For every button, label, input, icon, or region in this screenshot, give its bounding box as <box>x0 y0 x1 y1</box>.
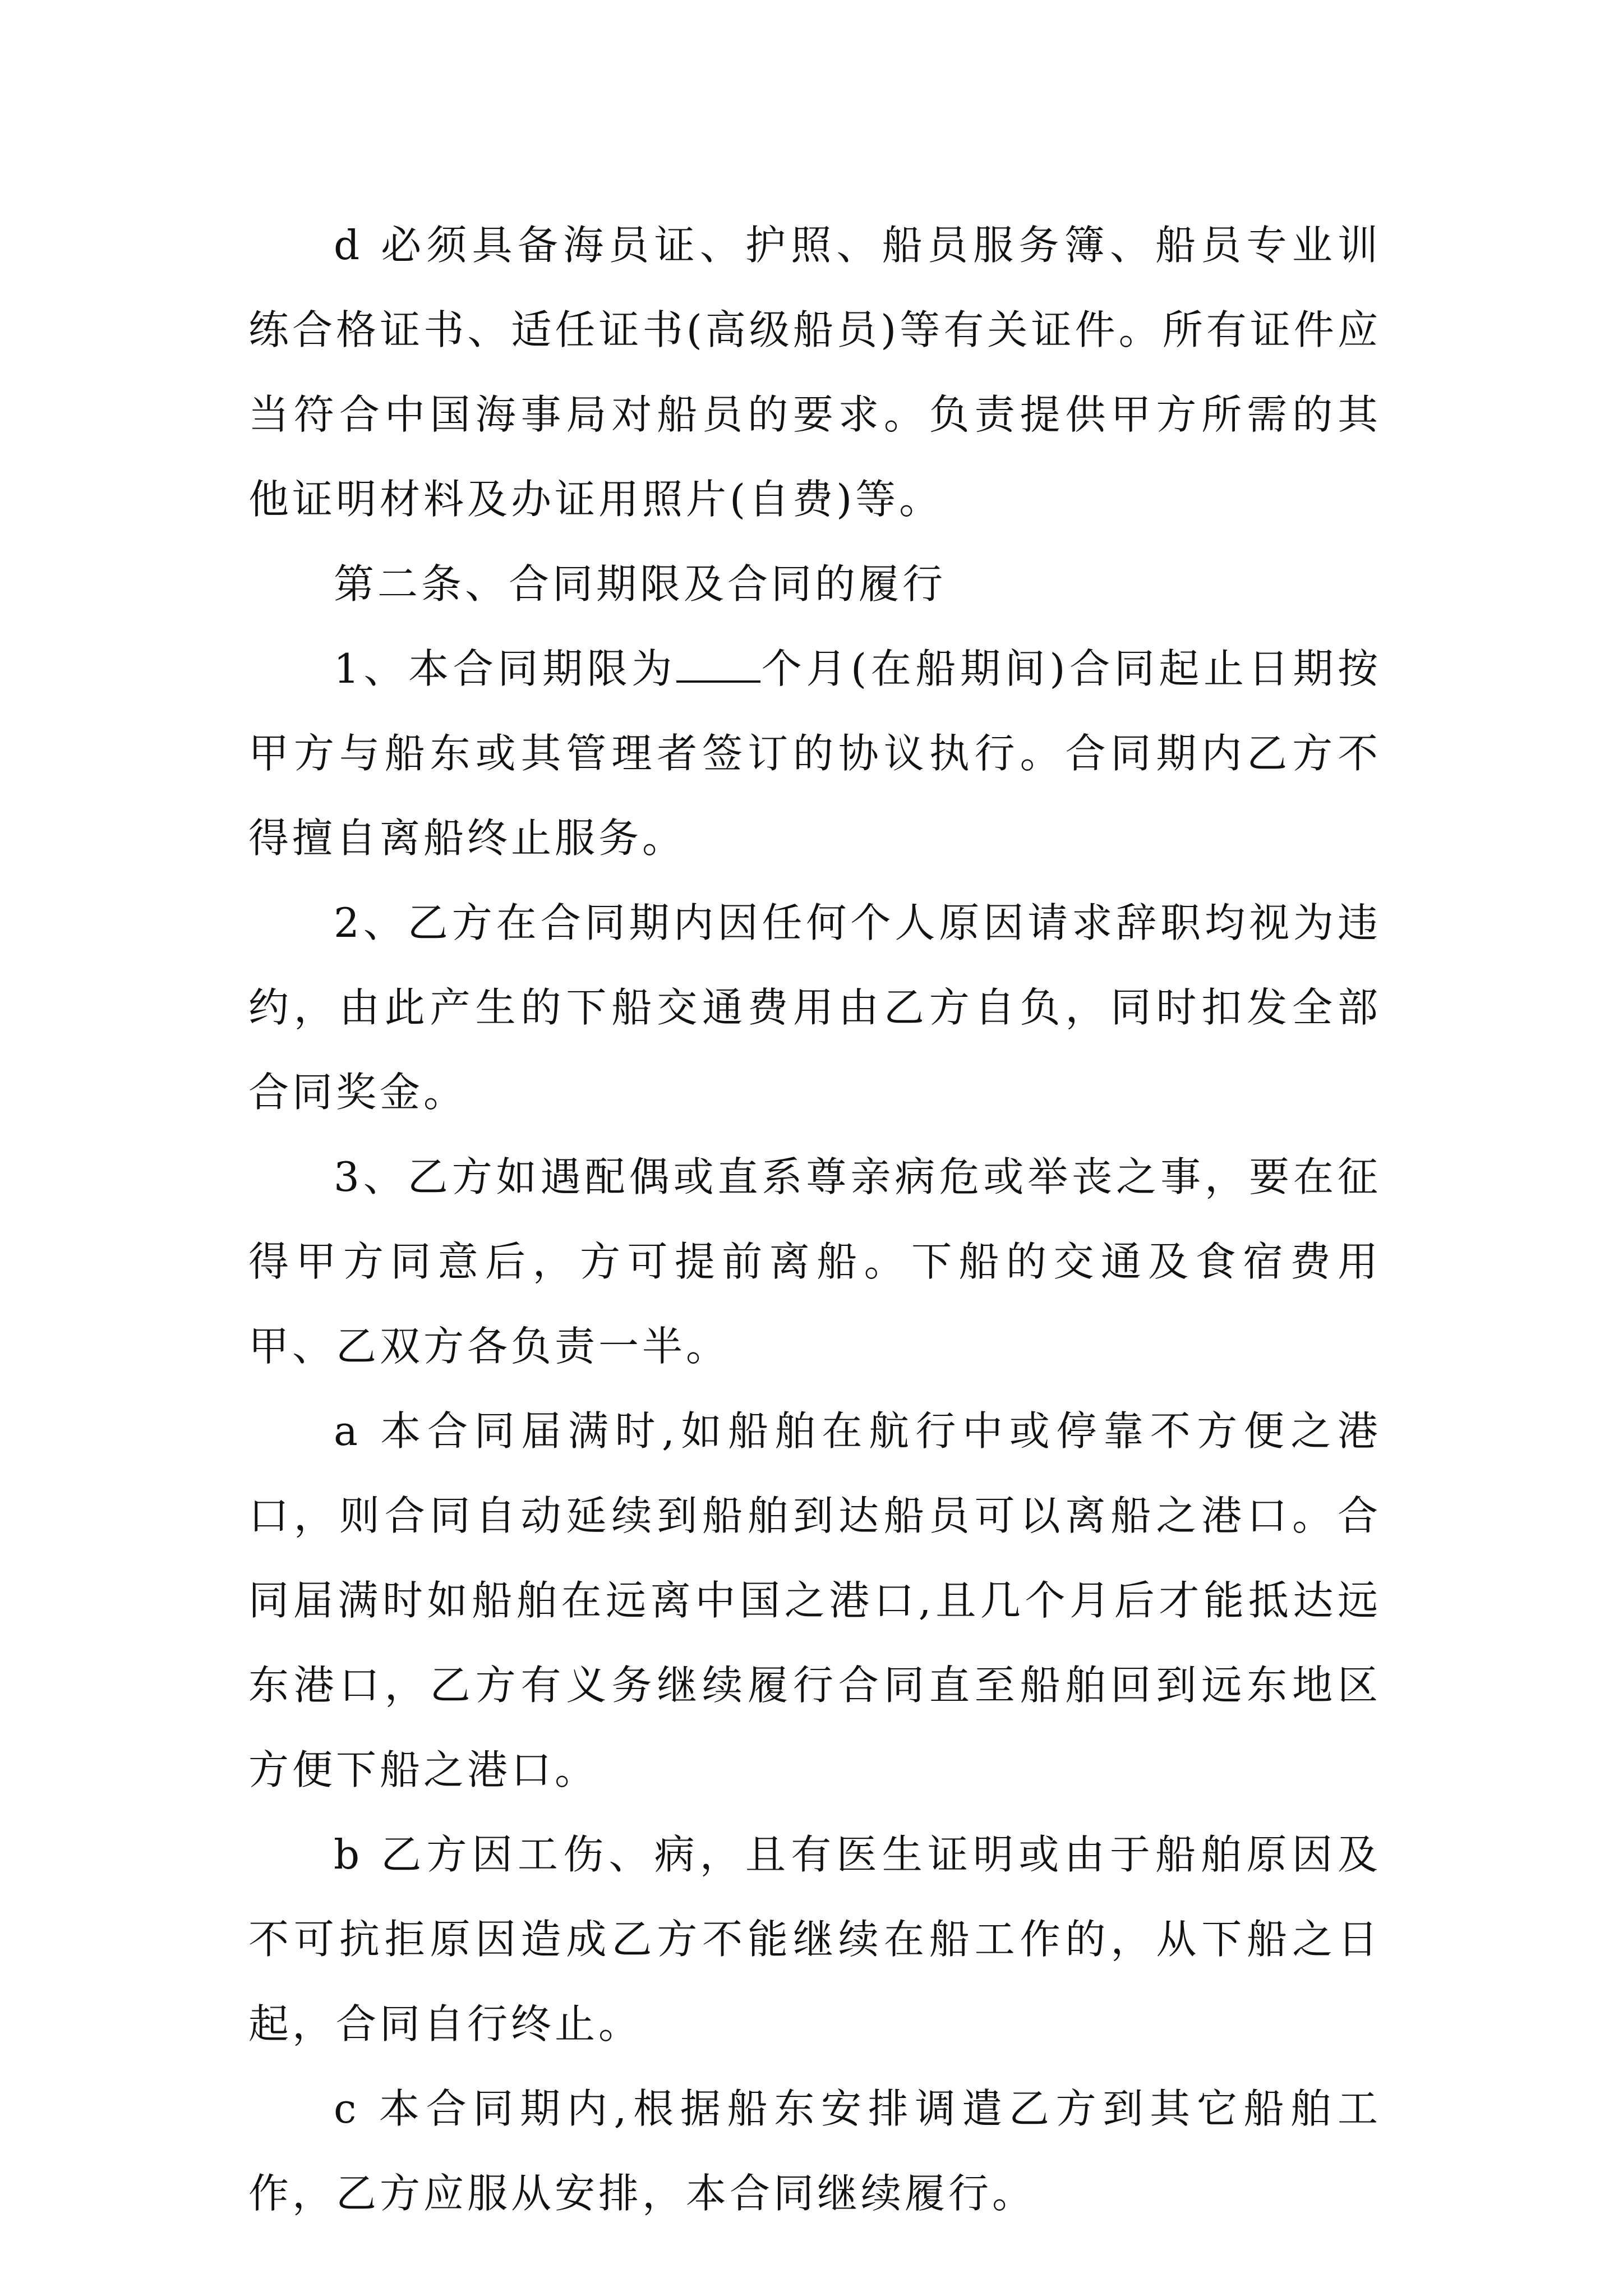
blank-underline <box>676 647 760 683</box>
paragraph-b-injury-termination: b 乙方因工伤、病，且有医生证明或由于船舶原因及不可抗拒原因造成乙方不能继续在船工作的，从下船之日起，合同自行终止。 <box>248 1831 1381 2047</box>
section-heading-article-2: 第二条、合同期限及合同的履行 <box>334 560 947 608</box>
paragraph-a-contract-expiry: a 本合同届满时,如船舶在航行中或停靠不方便之港口，则合同自动延续到船舶到达船员可以离船之港口。合同届满时如船舶在远离中国之港口,且几个月后才能抵达远东港口，乙方有义务继续履行合同直至船舶回到远东地区方便下船之港口。 <box>248 1407 1381 1793</box>
paragraph-c-reassignment: c 本合同期内,根据船东安排调遣乙方到其它船舶工作，乙方应服从安排，本合同继续履行。 <box>248 2085 1381 2217</box>
paragraph-1-text-before-blank: 1、本合同期限为 <box>334 645 677 692</box>
contract-text-body <box>248 203 1381 2236</box>
paragraph-3-family-emergency: 3、乙方如遇配偶或直系尊亲病危或举丧之事，要在征得甲方同意后，方可提前离船。下船的交通及食宿费用甲、乙双方各负责一半。 <box>248 1153 1381 1370</box>
paragraph-1-text-after-blank: 个月(在船期间)合同起止日期按甲方与船东或其管理者签订的协议执行。合同期内乙方不得擅自离船终止服务。 <box>248 645 1381 862</box>
paragraph-2-resignation: 2、乙方在合同期内因任何个人原因请求辞职均视为违约，由此产生的下船交通费用由乙方自负，同时扣发全部合同奖金。 <box>248 899 1381 1116</box>
paragraph-d-certificates: d 必须具备海员证、护照、船员服务簿、船员专业训练合格证书、适任证书(高级船员)等有关证件。所有证件应当符合中国海事局对船员的要求。负责提供甲方所需的其他证明材料及办证用照片(自费)等。 <box>248 222 1381 523</box>
paragraph-1-contract-term <box>248 627 1381 881</box>
